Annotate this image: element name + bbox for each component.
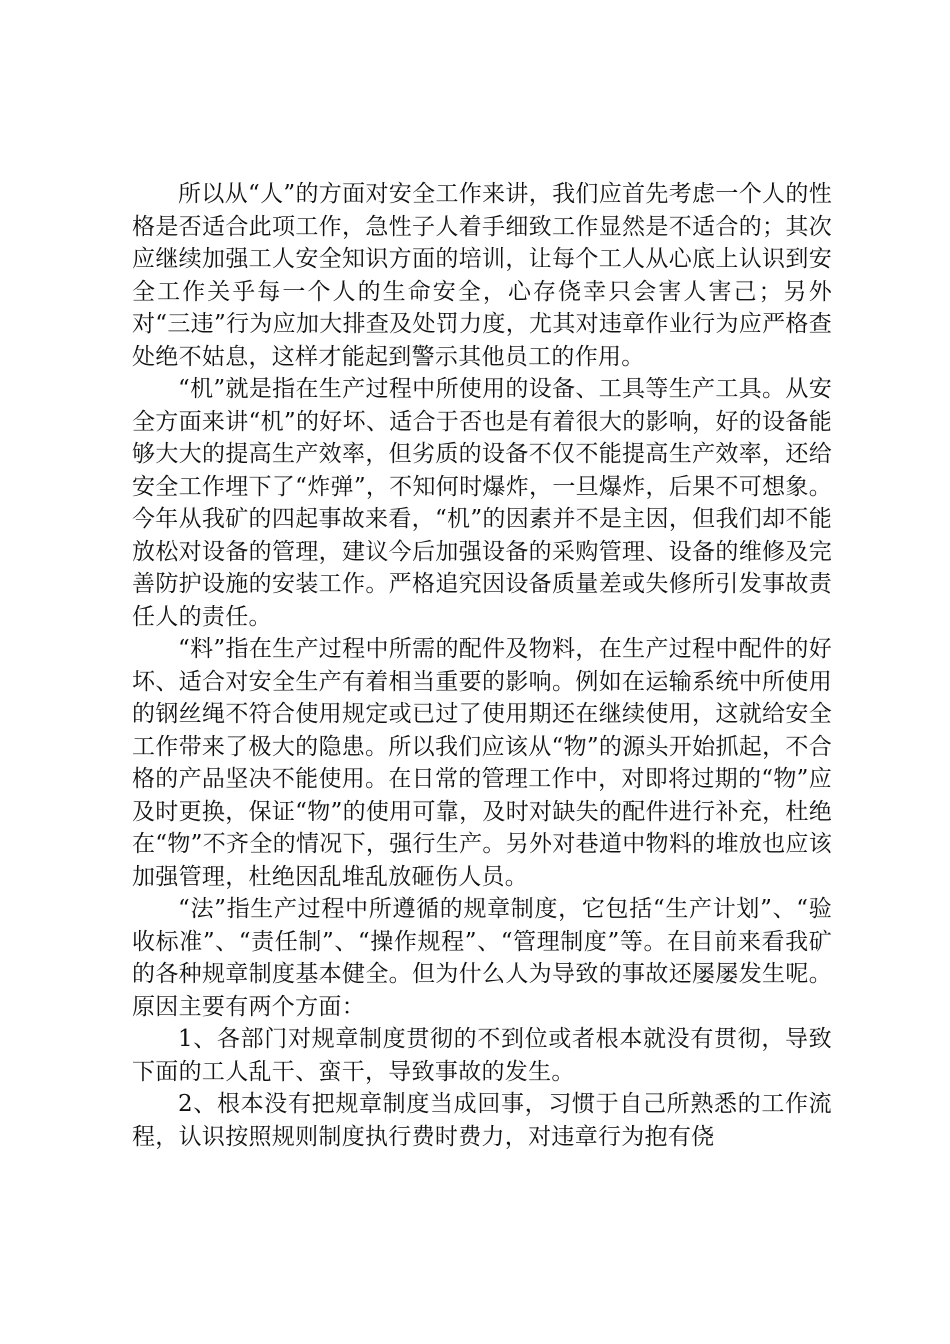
paragraph-material: “料”指在生产过程中所需的配件及物料，在生产过程中配件的好坏、适合对安全生产有着相当重要的影响。例如在运输系统中所使用的钢丝绳不符合使用规定或已过了使用期还在继续使用，这就给安全工作带来了极大的隐患。所以我们应该从“物”的源头开始抓起，不合格的产品坚决不能使用。在日常的管理工作中，对即将过期的“物”应及时更换，保证“物”的使用可靠，及时对缺失的配件进行补充，杜绝在“物”不齐全的情况下，强行生产。另外对巷道中物料的堆放也应该加强管理，杜绝因乱堆乱放砸伤人员。 bbox=[132, 636, 832, 890]
list-item-reason-2: 2、根本没有把规章制度当成回事，习惯于自己所熟悉的工作流程，认识按照规则制度执行费时费力，对违章行为抱有侥 bbox=[132, 1091, 832, 1150]
paragraph-person: 所以从“人”的方面对安全工作来讲，我们应首先考虑一个人的性格是否适合此项工作，急性子人着手细致工作显然是不适合的；其次应继续加强工人安全知识方面的培训，让每个工人从心底上认识到安全工作关乎每一个人的生命安全，心存侥幸只会害人害己；另外对“三违”行为应加大排查及处罚力度，尤其对违章作业行为应严格查处绝不姑息，这样才能起到警示其他员工的作用。 bbox=[132, 181, 832, 370]
paragraph-machine: “机”就是指在生产过程中所使用的设备、工具等生产工具。从安全方面来讲“机”的好坏、适合于否也是有着很大的影响，好的设备能够大大的提高生产效率，但劣质的设备不仅不能提高生产效率，还给安全工作埋下了“炸弹”，不知何时爆炸，一旦爆炸，后果不可想象。今年从我矿的四起事故来看，“机”的因素并不是主因，但我们却不能放松对设备的管理，建议今后加强设备的采购管理、设备的维修及完善防护设施的安装工作。严格追究因设备质量差或失修所引发事故责任人的责任。 bbox=[132, 376, 832, 630]
paragraph-method: “法”指生产过程中所遵循的规章制度，它包括“生产计划”、“验收标准”、“责任制”、“操作规程”、“管理制度”等。在目前来看我矿的各种规章制度基本健全。但为什么人为导致的事故还屡屡发生呢。原因主要有两个方面： bbox=[132, 896, 832, 1020]
document-body bbox=[132, 178, 832, 1153]
list-item-reason-1: 1、各部门对规章制度贯彻的不到位或者根本就没有贯彻，导致下面的工人乱干、蛮干，导致事故的发生。 bbox=[132, 1026, 832, 1085]
